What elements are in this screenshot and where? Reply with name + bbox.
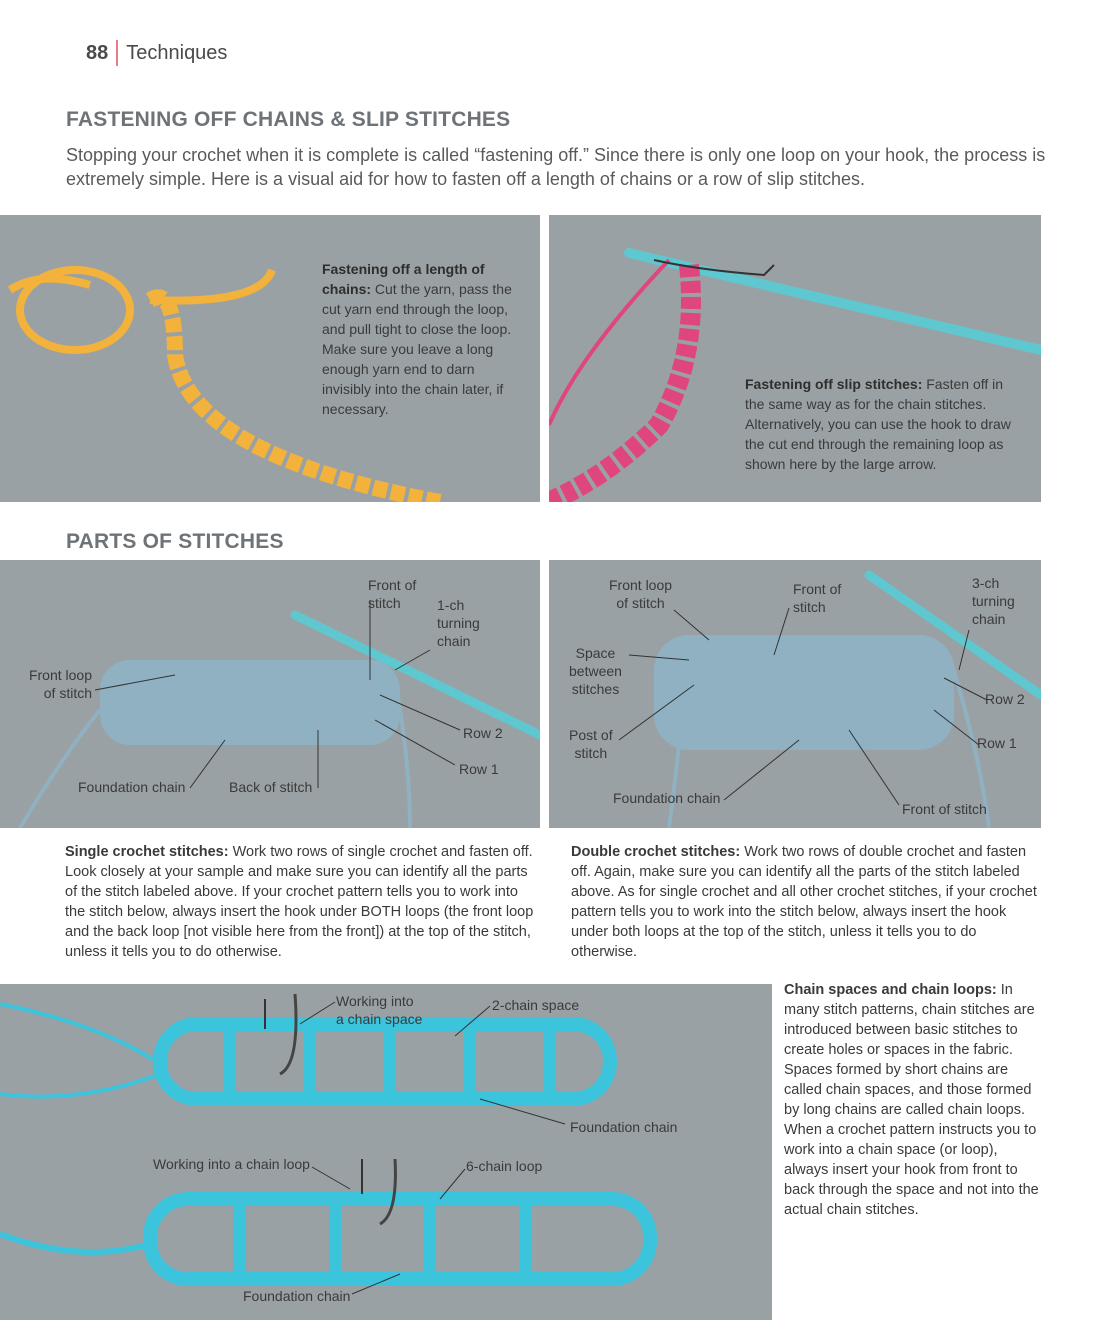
label-two-chain: 2-chain space	[492, 997, 580, 1013]
running-header	[86, 40, 227, 66]
swatch	[654, 635, 954, 750]
label-front-of-stitch-top: Front of stitch	[793, 581, 842, 615]
label-row2: Row 2	[463, 725, 503, 741]
label-space-between: Space between stitches	[569, 645, 622, 697]
photo-chain-spaces	[0, 984, 772, 1320]
label-row2: Row 2	[985, 691, 1025, 707]
chain-spaces-illustration	[0, 984, 772, 1320]
caption-chain-title: Fastening off a length of chains:	[322, 261, 485, 297]
label-front-of-stitch: Front of stitch	[368, 577, 417, 611]
label-front-loop: Front loop of stitch	[28, 667, 92, 701]
page-number: 88	[86, 41, 109, 64]
label-front-of-stitch-bottom: Front of stitch	[902, 801, 987, 817]
chain-spaces-body: In many stitch patterns, chain stitches are introduced between basic stitches to create holes or spaces in the fabric. Spaces formed by short chains are called chain spaces, and those formed by long chains are called chain loops. When a crochet pattern instructs you to work into a chain space (or loop), always insert your hook from front to back through the space and not into the actual chain stitches.	[784, 982, 1039, 1218]
caption-slip-text: Fasten off in the same way as for the chain stitches. Alternatively, you can use the hook to draw the cut end through the remaining loop as shown here by the large arrow.	[745, 376, 1011, 472]
label-foundation-top: Foundation chain	[570, 1119, 678, 1135]
caption-chain	[322, 259, 512, 419]
photo-slip-fasten	[549, 215, 1041, 502]
double-crochet-body: Work two rows of double crochet and fasten off. Again, make sure you can identify all the parts of the stitch labeled above. As for single crochet and all other crochet stitches, if your crochet pattern tells you to work into the stitch below, always insert the hook under both loops at the top of the stitch, unless it tells you to do otherwise.	[571, 844, 1037, 960]
label-working-loop: Working into a chain loop	[153, 1156, 310, 1172]
label-post: Post of stitch	[569, 727, 613, 761]
label-foundation: Foundation chain	[613, 790, 721, 806]
swatch	[100, 660, 400, 745]
label-turning-chain: 3-ch turning chain	[972, 575, 1015, 627]
single-crochet-text	[65, 842, 537, 962]
caption-slip-title: Fastening off slip stitches:	[745, 376, 923, 392]
chain-spaces-title: Chain spaces and chain loops:	[784, 982, 997, 998]
section-title-fastening: FASTENING OFF CHAINS & SLIP STITCHES	[66, 108, 511, 131]
chain-spaces-text	[784, 980, 1044, 1220]
section-title-parts: PARTS OF STITCHES	[66, 530, 284, 553]
label-back-of-stitch: Back of stitch	[229, 779, 313, 795]
label-row1: Row 1	[977, 735, 1017, 751]
header-divider	[116, 40, 118, 66]
label-front-loop: Front loop of stitch	[609, 577, 673, 611]
label-row1: Row 1	[459, 761, 499, 777]
label-six-chain: 6-chain loop	[466, 1158, 543, 1174]
photo-double-crochet	[549, 560, 1041, 828]
label-turning-chain: 1-ch turning chain	[437, 597, 480, 649]
label-foundation-bottom: Foundation chain	[243, 1288, 351, 1304]
hook-icon	[380, 1159, 395, 1224]
double-crochet-text	[571, 842, 1041, 962]
photo-single-crochet	[0, 560, 540, 828]
double-crochet-title: Double crochet stitches:	[571, 844, 741, 860]
caption-chain-text: Cut the yarn, pass the cut yarn end through the loop, and pull tight to close the loop. Make sure you leave a long enough yarn end to darn invisibly into the chain later, if necessary.	[322, 281, 512, 417]
label-foundation: Foundation chain	[78, 779, 186, 795]
single-crochet-title: Single crochet stitches:	[65, 844, 229, 860]
photo-chain-fasten	[0, 215, 540, 502]
hook-icon	[280, 994, 296, 1074]
label-working-space: Working into a chain space	[336, 993, 423, 1027]
caption-slip	[745, 374, 1025, 474]
section-name: Techniques	[126, 41, 228, 64]
single-crochet-body: Work two rows of single crochet and fasten off. Look closely at your sample and make sure you can identify all the parts of the stitch labeled above. If your crochet pattern tells you to work into the stitch below, always insert the hook under BOTH loops (the front loop and the back loop [not visible here from the front]) at the top of the stitch, unless it tells you to do otherwise.	[65, 844, 534, 960]
intro-paragraph: Stopping your crochet when it is complete is called “fastening off.” Since there is only one loop on your hook, the process is extremely simple. Here is a visual aid for how to fasten off a length of chains or a row of slip stitches.	[66, 145, 1046, 189]
